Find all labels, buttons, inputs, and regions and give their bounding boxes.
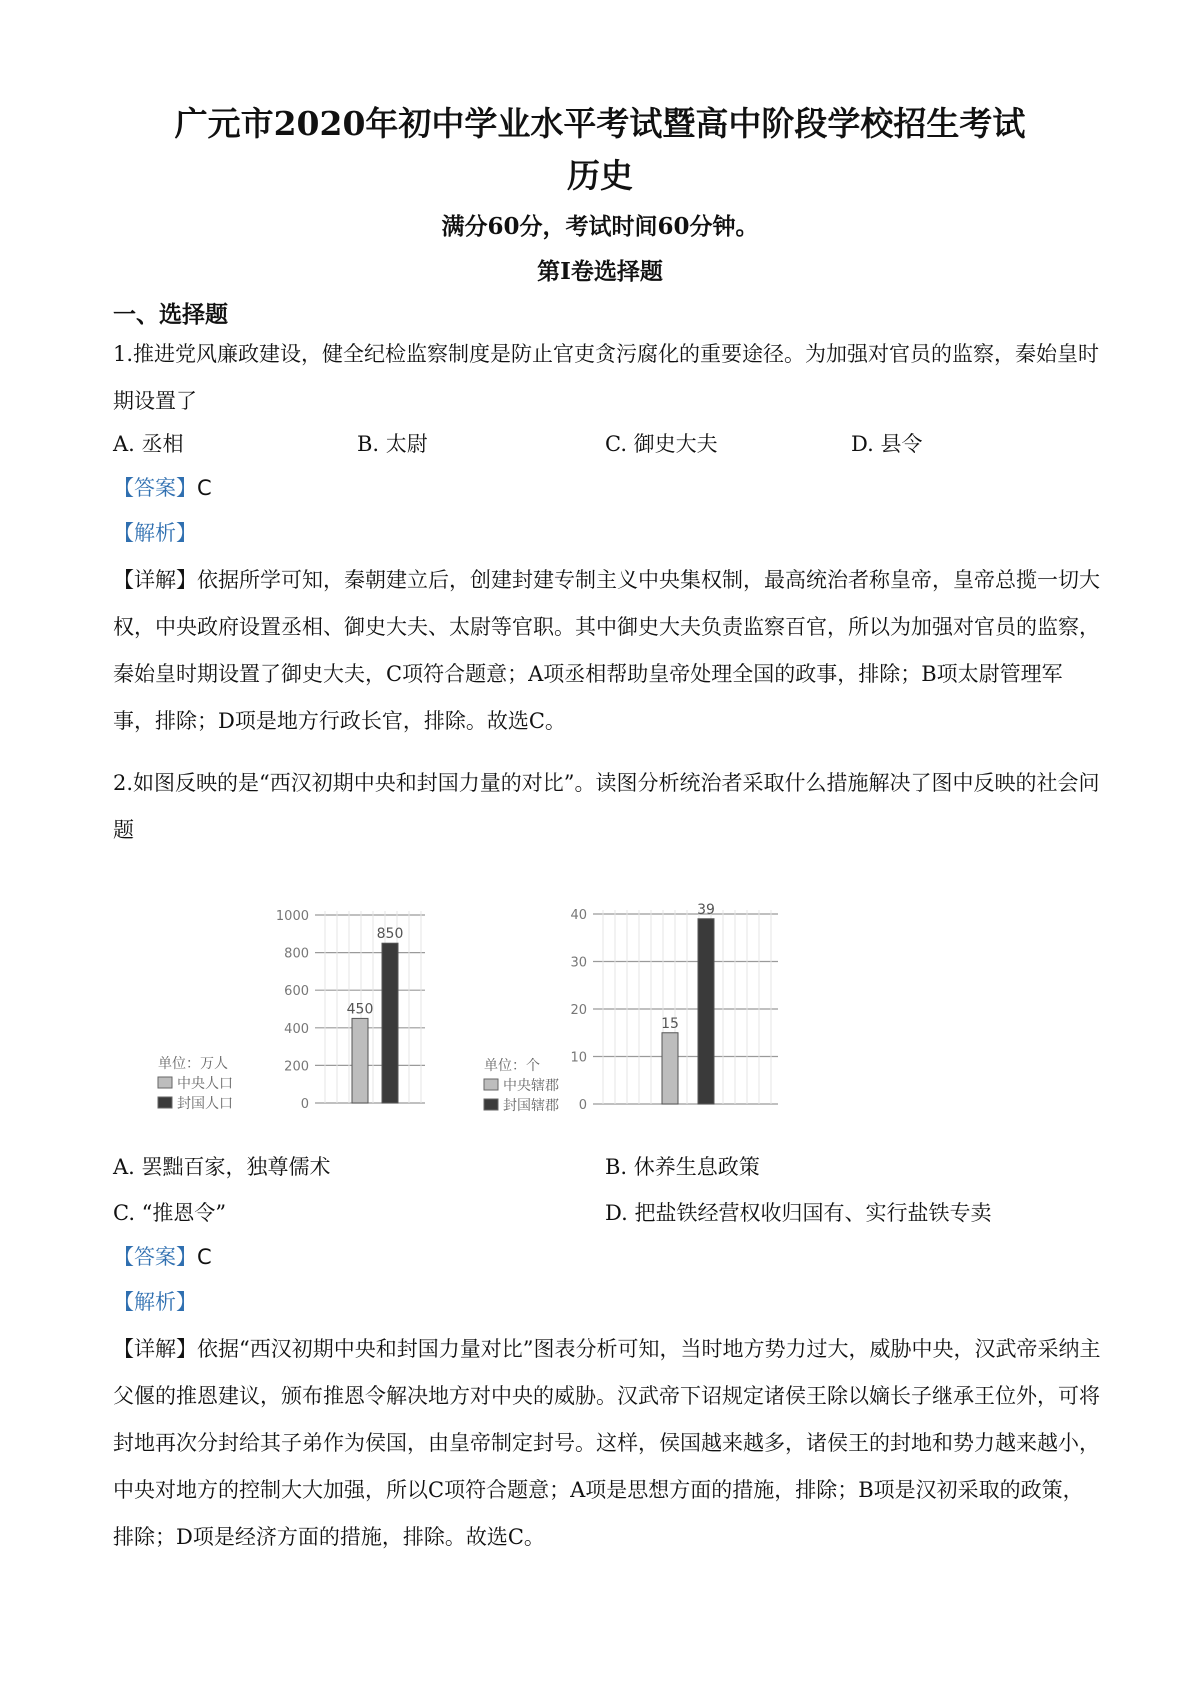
q1-answer <box>113 472 212 502</box>
commandery-bar-label: 15 <box>661 1015 679 1032</box>
population-legend-label: 封国人口 <box>177 1096 233 1112</box>
population-chart <box>150 890 440 1120</box>
commandery-tick-label: 30 <box>570 955 587 971</box>
population-tick-label: 0 <box>300 1097 309 1112</box>
population-unit-label: 单位：万人 <box>158 1056 228 1072</box>
exam-title: 广元市2020年初中学业水平考试暨高中阶段学校招生考试 <box>174 104 1026 143</box>
commandery-bar-1 <box>662 1033 678 1104</box>
q1-option-c: C. 御史大夫 <box>605 432 718 456</box>
commandery-bar-label: 39 <box>697 901 715 918</box>
q2-answer <box>113 1241 212 1271</box>
q1-analysis-tag: 【解析】 <box>113 521 197 545</box>
q1-answer-value: C <box>197 476 212 500</box>
population-bar-2 <box>382 943 398 1103</box>
population-legend-swatch <box>158 1097 172 1108</box>
q1-stem: 1.推进党风廉政建设，健全纪检监察制度是防止官吏贪污腐化的重要途径。为加强对官员的监察，秦始皇时期设置了 <box>113 342 1100 413</box>
commandery-tick-label: 10 <box>570 1050 587 1066</box>
commandery-legend-swatch <box>484 1079 498 1090</box>
population-legend-swatch <box>158 1077 172 1088</box>
population-bar-1 <box>352 1018 368 1103</box>
exam-info: 满分60分，考试时间60分钟。 <box>441 213 759 240</box>
q2-option-a: A. 罢黜百家，独尊儒术 <box>113 1155 331 1179</box>
q2-option-d: D. 把盐铁经营权收归国有、实行盐铁专卖 <box>605 1201 992 1225</box>
population-tick-label: 200 <box>284 1059 309 1075</box>
commandery-legend-label: 中央辖郡 <box>503 1078 559 1094</box>
commandery-legend-label: 封国辖郡 <box>503 1098 559 1114</box>
population-chart-svg <box>150 890 440 1120</box>
commandery-tick-label: 20 <box>570 1003 587 1018</box>
q2-answer-value: C <box>197 1245 212 1269</box>
q2-stem: 2.如图反映的是“西汉初期中央和封国力量的对比”。读图分析统治者采取什么措施解决了图中反映的社会问题 <box>113 771 1100 842</box>
commandery-chart-svg <box>478 892 788 1124</box>
q1-answer-tag: 【答案】 <box>113 476 197 500</box>
q2-answer-tag: 【答案】 <box>113 1245 197 1269</box>
subject-title: 历史 <box>567 156 633 195</box>
q1-option-d: D. 县令 <box>851 432 923 456</box>
commandery-bar-2 <box>698 919 714 1104</box>
q1-detail: 【详解】依据所学可知，秦朝建立后，创建封建专制主义中央集权制，最高统治者称皇帝，皇帝总揽一切大权，中央政府设置丞相、御史大夫、太尉等官职。其中御史大夫负责监察百官，所以为加强对官员的监察，秦始皇时期设置了御史大夫，C项符合题意；A项丞相帮助皇帝处理全国的政事，排除；B项太尉管理军事，排除；D项是地方行政长官，排除。故选C。 <box>113 568 1100 733</box>
q2-option-c: C. “推恩令” <box>113 1201 227 1225</box>
part-heading: 第Ⅰ卷选择题 <box>537 258 663 285</box>
commandery-chart <box>478 892 788 1124</box>
q2-detail: 【详解】依据“西汉初期中央和封国力量对比”图表分析可知，当时地方势力过大，威胁中央，汉武帝采纳主父偃的推恩建议，颁布推恩令解决地方对中央的威胁。汉武帝下诏规定诸侯王除以嫡长子继承王位外，可将封地再次分封给其子弟作为侯国，由皇帝制定封号。这样，侯国越来越多，诸侯王的封地和势力越来越小，中央对地方的控制大大加强，所以C项符合题意；A项是思想方面的措施，排除；B项是汉初采取的政策，排除；D项是经济方面的措施，排除。故选C。 <box>113 1337 1101 1549</box>
population-tick-label: 600 <box>284 984 309 1000</box>
q2-analysis-tag: 【解析】 <box>113 1290 197 1314</box>
population-bar-label: 850 <box>376 926 404 943</box>
q1-option-a: A. 丞相 <box>113 432 184 456</box>
population-legend-label: 中央人口 <box>177 1076 233 1092</box>
commandery-unit-label: 单位：个 <box>484 1058 540 1074</box>
population-tick-label: 1000 <box>275 909 309 924</box>
population-tick-label: 800 <box>284 946 309 962</box>
commandery-tick-label: 40 <box>570 908 587 923</box>
q2-option-b: B. 休养生息政策 <box>605 1155 760 1179</box>
section-heading: 一、选择题 <box>113 301 228 328</box>
commandery-tick-label: 0 <box>578 1098 587 1113</box>
population-bar-label: 450 <box>346 1001 374 1018</box>
q1-option-b: B. 太尉 <box>357 432 428 456</box>
population-tick-label: 400 <box>284 1021 309 1037</box>
commandery-legend-swatch <box>484 1099 498 1110</box>
